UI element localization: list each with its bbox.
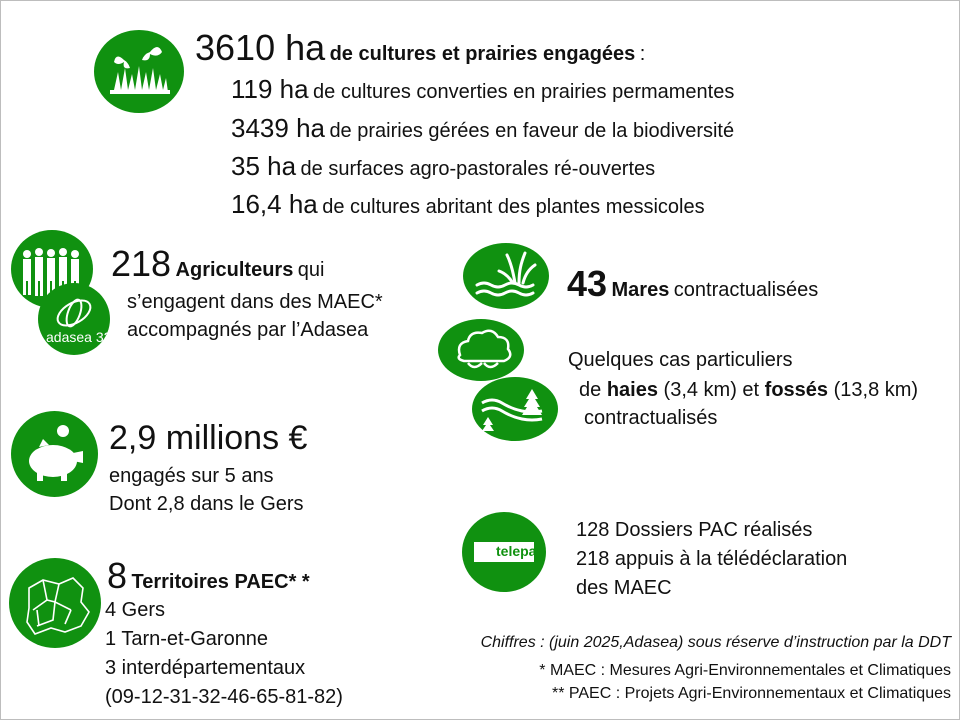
- pond-icon: [463, 243, 549, 309]
- agriculteurs-label: Agriculteurs: [175, 259, 294, 281]
- cultures-line-text: de cultures abritant des plantes messicoles: [322, 196, 705, 218]
- agriculteurs-line-3: accompagnés par l’Adasea: [127, 319, 369, 341]
- cultures-line-text: de cultures converties en prairies permamentes: [313, 81, 735, 103]
- cultures-line-value: 119 ha: [231, 74, 309, 104]
- cultures-line-1: [231, 74, 734, 105]
- haies-line-2-pre: de: [579, 379, 602, 401]
- source-note: Chiffres : (juin 2025,Adasea) sous réserve d’instruction par la DDT: [480, 634, 951, 651]
- cultures-line-value: 16,4 ha: [231, 189, 318, 219]
- mares-heading: [567, 263, 818, 305]
- fosses-label: fossés: [764, 379, 829, 401]
- piggy-bank-icon: [11, 411, 98, 497]
- footnote-paec: ** PAEC : Projets Agri-Environnementaux et Climatiques: [552, 685, 951, 702]
- agriculteurs-value: 218: [111, 243, 172, 284]
- mares-value: 43: [567, 263, 608, 304]
- agriculteurs-after: qui: [297, 259, 325, 281]
- territoires-label: Territoires PAEC* *: [131, 571, 310, 593]
- hedge-icon: [438, 319, 524, 381]
- cultures-line-3: [231, 151, 655, 182]
- haies-length: (3,4 km) et: [663, 379, 760, 401]
- cultures-total-text: de cultures et prairies engagées: [329, 43, 636, 65]
- budget-value: 2,9 millions €: [109, 419, 308, 457]
- budget-line-1: engagés sur 5 ans: [109, 465, 274, 487]
- cultures-line-2: [231, 113, 734, 144]
- butterflies-grass-icon: [94, 30, 184, 113]
- cultures-total-value: 3610 ha: [195, 27, 326, 68]
- agriculteurs-line-2: s’engagent dans des MAEC*: [127, 291, 383, 313]
- pac-line-1: 128 Dossiers PAC réalisés: [576, 519, 813, 541]
- territoires-value: 8: [107, 555, 128, 596]
- haies-line-3: contractualisés: [584, 407, 718, 429]
- haies-label: haies: [606, 379, 658, 401]
- cultures-line-value: 35 ha: [231, 151, 297, 181]
- mares-label: Mares: [611, 279, 670, 301]
- agriculteurs-heading: [111, 243, 325, 285]
- cultures-line-text: de surfaces agro-pastorales ré-ouvertes: [300, 158, 656, 180]
- adasea-logo-text: adasea 32: [46, 329, 112, 345]
- pac-line-3: des MAEC: [576, 577, 672, 599]
- cultures-line-text: de prairies gérées en faveur de la biodiversité: [329, 120, 735, 142]
- ditch-icon: [472, 377, 558, 441]
- cultures-heading: [195, 27, 645, 69]
- mares-text: contractualisées: [673, 279, 819, 301]
- budget-line-2: Dont 2,8 dans le Gers: [109, 493, 304, 515]
- haies-line-1: Quelques cas particuliers: [568, 349, 793, 371]
- territoires-line-2: 1 Tarn-et-Garonne: [105, 628, 269, 650]
- territoires-line-3: 3 interdépartementaux: [105, 657, 306, 679]
- footnote-maec: * MAEC : Mesures Agri-Environnementales et Climatiques: [539, 662, 951, 679]
- haies-line-2: [579, 379, 918, 402]
- cultures-line-4: [231, 189, 705, 220]
- cultures-line-value: 3439 ha: [231, 113, 325, 143]
- pac-line-2: 218 appuis à la télédéclaration: [576, 548, 848, 570]
- territoires-line-1: 4 Gers: [105, 599, 166, 621]
- territoires-heading: [107, 555, 310, 597]
- telepac-logo-text: telepac: [496, 543, 545, 559]
- fosses-length: (13,8 km): [833, 379, 919, 401]
- territory-map-icon: [9, 558, 101, 648]
- cultures-total-colon: :: [639, 43, 646, 65]
- territoires-line-4: (09-12-31-32-46-65-81-82): [105, 686, 343, 708]
- telepac-logo-icon: [462, 512, 546, 592]
- adasea-logo-icon: [38, 283, 110, 355]
